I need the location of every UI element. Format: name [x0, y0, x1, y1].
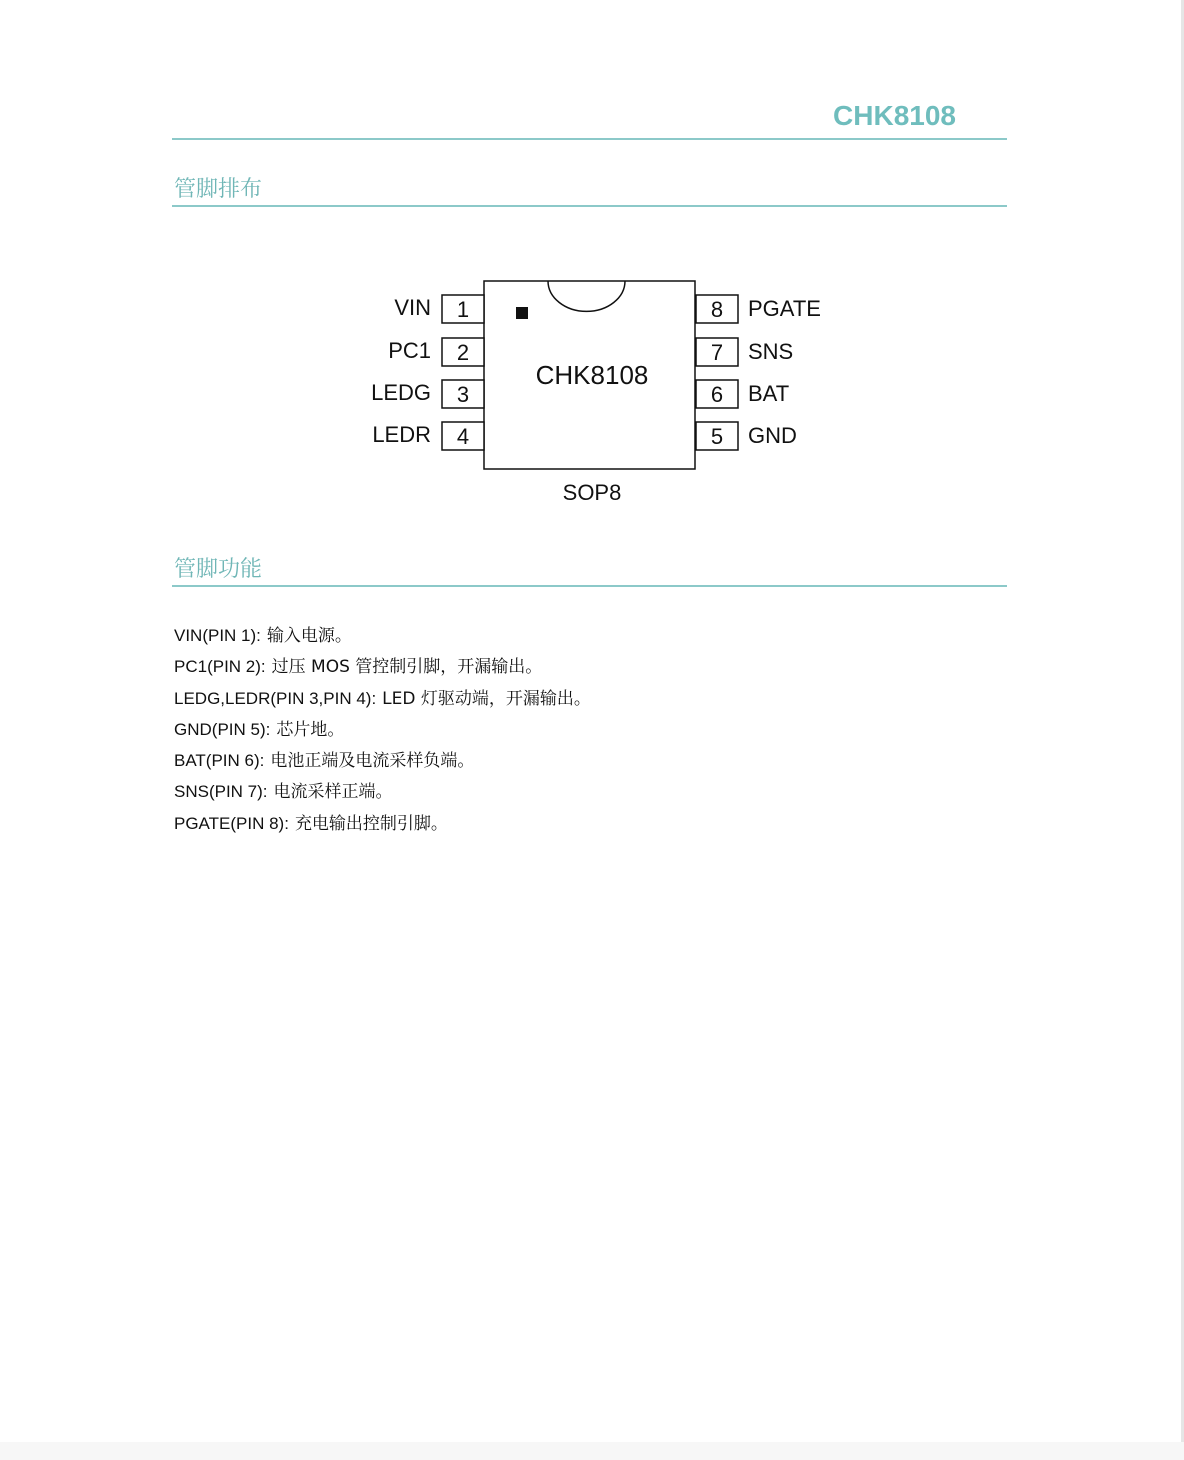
- pin-name: LEDR: [372, 422, 431, 447]
- pin-name: SNS: [748, 339, 794, 364]
- pin-function-list: [174, 620, 591, 839]
- pin-function-pin: SNS(PIN 7):: [174, 782, 268, 802]
- pin-name: GND: [748, 423, 797, 448]
- pin-number: 2: [456, 340, 470, 365]
- pin-function-pin: LEDG,LEDR(PIN 3,PIN 4):: [174, 688, 377, 708]
- pin-name: VIN: [394, 295, 431, 320]
- chip-label: CHK8108: [535, 360, 649, 390]
- pin-function-item: [174, 683, 591, 714]
- pin-function-pin: BAT(PIN 6):: [174, 751, 265, 771]
- package-label: SOP8: [562, 480, 622, 505]
- pin-function-pin: GND(PIN 5):: [174, 719, 271, 739]
- pin-function-pin: VIN(PIN 1):: [174, 626, 261, 645]
- section-heading-pinout: 管脚排布: [174, 177, 263, 202]
- pin-function-desc: 芯片地。: [276, 719, 345, 740]
- pin-number: 3: [456, 382, 470, 407]
- pin-number: 7: [710, 340, 724, 365]
- pin-number: 1: [456, 297, 470, 322]
- pin-number: 8: [710, 297, 724, 322]
- pin-function-desc: 过压 MOS 管控制引脚，开漏输出。: [271, 657, 543, 678]
- pin-function-item: [174, 808, 591, 839]
- pin-function-desc: LED 灯驱动端，开漏输出。: [382, 688, 591, 709]
- document-title: CHK8108: [833, 100, 956, 131]
- pin-function-item: [174, 620, 591, 651]
- pin-function-item: [174, 651, 591, 682]
- pin-function-pin: PGATE(PIN 8):: [174, 813, 289, 833]
- pin-function-item: [174, 776, 591, 807]
- pin-function-desc: 电池正端及电流采样负端。: [270, 751, 475, 772]
- pin-function-desc: 输入电源。: [266, 626, 352, 646]
- pin-name: LEDG: [371, 380, 431, 405]
- pinout-diagram: [0, 0, 1184, 540]
- pin-number: 4: [456, 424, 470, 449]
- pin-number: 5: [710, 424, 724, 449]
- left-pins: [371, 295, 484, 450]
- pin-function-desc: 电流采样正端。: [273, 782, 393, 803]
- section-heading-functions: 管脚功能: [174, 557, 263, 582]
- pin-name: PGATE: [748, 296, 821, 321]
- pin-name: PC1: [388, 338, 431, 363]
- pin-function-pin: PC1(PIN 2):: [174, 657, 266, 677]
- page-bottom-margin: [0, 1442, 1184, 1460]
- pin-function-desc: 充电输出控制引脚。: [294, 813, 448, 834]
- pin-name: BAT: [748, 381, 790, 406]
- pin-number: 6: [710, 382, 724, 407]
- right-pins: [696, 295, 821, 450]
- section-rule-functions: [172, 585, 1007, 587]
- pin-function-item: [174, 714, 591, 745]
- pin-function-item: [174, 745, 591, 776]
- pin1-marker: [516, 307, 528, 319]
